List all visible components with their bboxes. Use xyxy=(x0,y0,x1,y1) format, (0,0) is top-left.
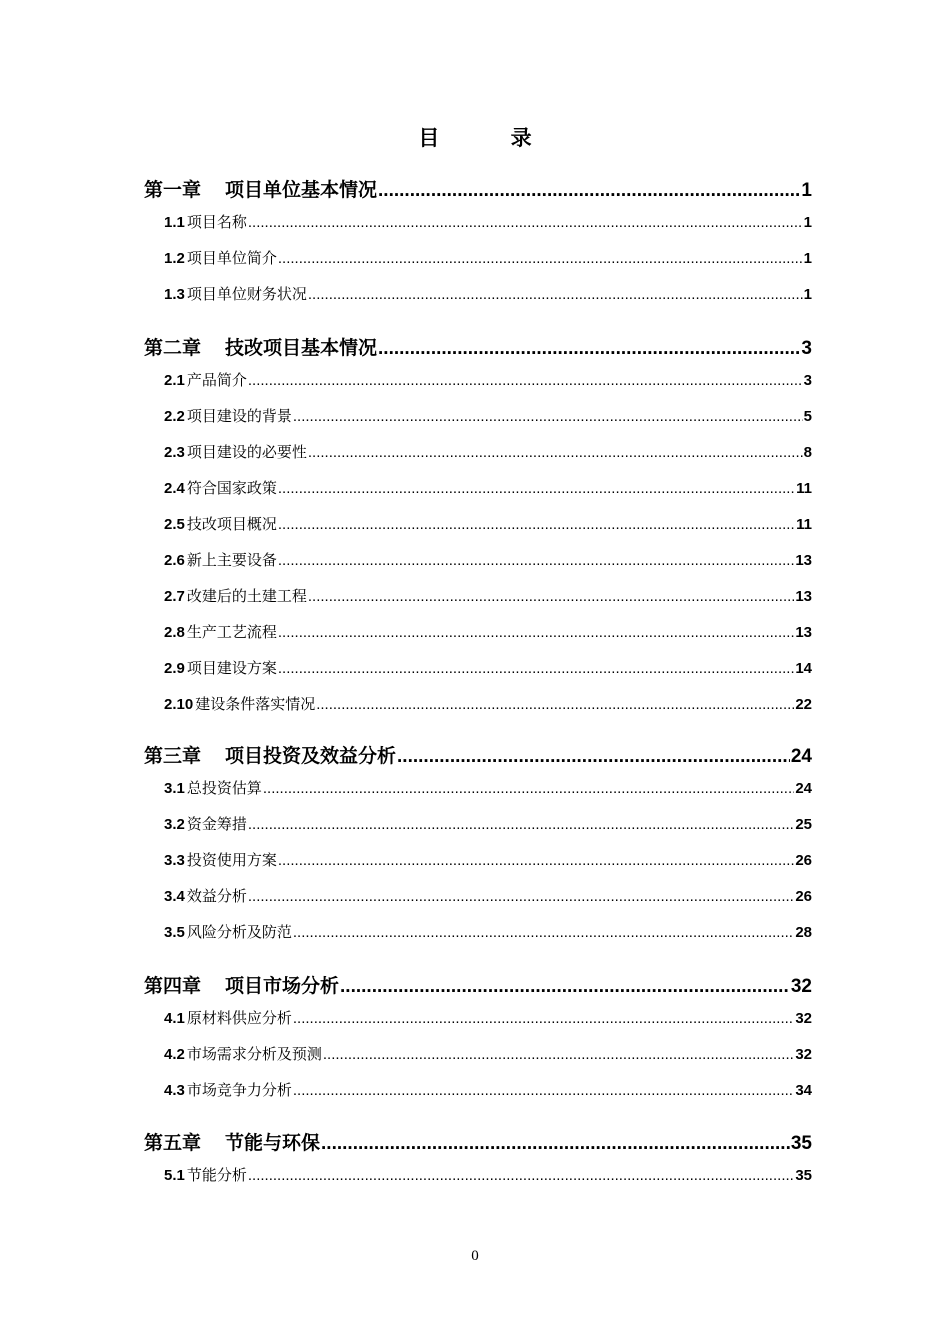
toc-entry-title: 新上主要设备 xyxy=(186,551,277,569)
toc-entry-number: 第二章 xyxy=(144,338,202,359)
toc-entry-number: 1.2 xyxy=(164,250,185,267)
toc-leader-dots xyxy=(340,976,790,998)
toc-entry-page: 11 xyxy=(796,516,812,533)
toc-entry-number: 第三章 xyxy=(144,746,202,767)
toc-title: 目 录 xyxy=(418,126,564,150)
toc-entry-number: 2.2 xyxy=(164,408,185,425)
toc-entry-page: 28 xyxy=(795,924,812,941)
toc-leader-dots xyxy=(293,1082,794,1099)
toc-entry-page: 13 xyxy=(795,552,812,569)
toc-section-entry[interactable] xyxy=(144,1007,812,1031)
toc-entry-title: 符合国家政策 xyxy=(186,479,277,497)
toc-entry-number: 4.3 xyxy=(164,1082,185,1099)
toc-entry-title: 市场需求分析及预测 xyxy=(186,1045,322,1063)
toc-section-entry[interactable] xyxy=(144,283,812,307)
toc-entry-number: 2.10 xyxy=(164,696,194,713)
toc-section-entry[interactable] xyxy=(144,1043,812,1067)
toc-entry-page: 14 xyxy=(795,660,812,677)
toc-entry-page: 5 xyxy=(803,408,812,425)
toc-entry-page: 8 xyxy=(803,444,812,461)
toc-entry-title: 节能与环保 xyxy=(225,1132,321,1154)
toc-section-entry[interactable] xyxy=(144,693,812,717)
toc-entry-title: 项目市场分析 xyxy=(225,975,340,997)
toc-entry-title: 投资使用方案 xyxy=(186,851,277,869)
toc-entry-page: 13 xyxy=(795,588,812,605)
toc-entry-page: 1 xyxy=(801,180,812,201)
toc-entry-title: 风险分析及防范 xyxy=(186,923,292,941)
toc-entry-title: 建设条件落实情况 xyxy=(195,695,316,713)
toc-entry-number: 3.4 xyxy=(164,888,185,905)
toc-section-entry[interactable] xyxy=(144,549,812,573)
toc-entry-title: 项目单位简介 xyxy=(186,249,277,267)
toc-leader-dots xyxy=(278,250,803,267)
toc-leader-dots xyxy=(308,444,803,461)
toc-entry-title: 产品简介 xyxy=(186,371,247,389)
toc-entry-number: 4.2 xyxy=(164,1046,185,1063)
toc-chapter-entry[interactable] xyxy=(144,1128,812,1158)
toc-entry-title: 项目投资及效益分析 xyxy=(225,745,397,767)
toc-entry-number: 1.3 xyxy=(164,286,185,303)
toc-entry-number: 2.8 xyxy=(164,624,185,641)
toc-entry-page: 32 xyxy=(790,976,812,997)
toc-section-entry[interactable] xyxy=(144,621,812,645)
toc-section-entry[interactable] xyxy=(144,441,812,465)
toc-entry-page: 35 xyxy=(790,1133,812,1154)
toc-leader-dots xyxy=(397,746,790,768)
toc-entry-number: 1.1 xyxy=(164,214,185,231)
toc-entry-number: 2.1 xyxy=(164,372,185,389)
toc-section-entry[interactable] xyxy=(144,921,812,945)
toc-entry-title: 项目名称 xyxy=(186,213,247,231)
toc-entry-title: 效益分析 xyxy=(186,887,247,905)
toc-leader-dots xyxy=(248,816,794,833)
toc-entry-page: 1 xyxy=(803,286,812,303)
toc-entry-title: 项目建设方案 xyxy=(186,659,277,677)
toc-entry-number: 第一章 xyxy=(144,180,202,201)
toc-leader-dots xyxy=(248,1167,794,1184)
toc-entry-page: 34 xyxy=(795,1082,812,1099)
toc-entry-number: 2.3 xyxy=(164,444,185,461)
toc-leader-dots xyxy=(248,372,803,389)
toc-leader-dots xyxy=(378,338,800,360)
toc-entry-title: 技改项目基本情况 xyxy=(225,337,378,359)
toc-leader-dots xyxy=(321,1133,790,1155)
toc-entry-page: 26 xyxy=(795,852,812,869)
toc-leader-dots xyxy=(263,780,794,797)
toc-section-entry[interactable] xyxy=(144,513,812,537)
toc-section-entry[interactable] xyxy=(144,211,812,235)
toc-entry-page: 3 xyxy=(803,372,812,389)
toc-leader-dots xyxy=(278,852,794,869)
toc-leader-dots xyxy=(278,552,794,569)
toc-entry-title: 生产工艺流程 xyxy=(186,623,277,641)
toc-entry-number: 5.1 xyxy=(164,1167,185,1184)
toc-entry-page: 11 xyxy=(796,480,812,497)
toc-entry-title: 改建后的土建工程 xyxy=(186,587,307,605)
toc-entry-page: 24 xyxy=(795,780,812,797)
toc-entry-title: 项目单位财务状况 xyxy=(186,285,307,303)
toc-chapter-entry[interactable] xyxy=(144,175,812,205)
toc-entry-title: 市场竞争力分析 xyxy=(186,1081,292,1099)
toc-entry-title: 原材料供应分析 xyxy=(186,1009,292,1027)
toc-entry-title: 节能分析 xyxy=(186,1166,247,1184)
toc-leader-dots xyxy=(308,588,794,605)
toc-leader-dots xyxy=(248,888,794,905)
toc-section-entry[interactable] xyxy=(144,585,812,609)
toc-leader-dots xyxy=(316,696,794,713)
toc-chapter-entry[interactable] xyxy=(144,741,812,771)
toc-entry-page: 26 xyxy=(795,888,812,905)
toc-section-entry[interactable] xyxy=(144,369,812,393)
toc-entry-number: 4.1 xyxy=(164,1010,185,1027)
toc-entry-number: 第五章 xyxy=(144,1133,202,1154)
toc-section-entry[interactable] xyxy=(144,885,812,909)
toc-entry-number: 2.6 xyxy=(164,552,185,569)
toc-section-entry[interactable] xyxy=(144,247,812,271)
toc-entry-number: 3.5 xyxy=(164,924,185,941)
toc-entry-page: 3 xyxy=(801,338,812,359)
toc-entry-number: 3.3 xyxy=(164,852,185,869)
toc-entry-page: 35 xyxy=(795,1167,812,1184)
toc-section-entry[interactable] xyxy=(144,657,812,681)
toc-leader-dots xyxy=(278,480,795,497)
toc-leader-dots xyxy=(308,286,803,303)
toc-entry-page: 32 xyxy=(795,1010,812,1027)
toc-chapter-entry[interactable] xyxy=(144,333,812,363)
toc-entry-title: 项目单位基本情况 xyxy=(225,179,378,201)
toc-section-entry[interactable] xyxy=(144,1164,812,1188)
toc-entry-number: 2.7 xyxy=(164,588,185,605)
toc-leader-dots xyxy=(378,180,800,202)
toc-entry-page: 1 xyxy=(803,214,812,231)
toc-section-entry[interactable] xyxy=(144,1079,812,1103)
toc-entry-number: 2.4 xyxy=(164,480,185,497)
toc-entry-title: 技改项目概况 xyxy=(186,515,277,533)
toc-section-entry[interactable] xyxy=(144,849,812,873)
page-number: 0 xyxy=(471,1248,479,1264)
toc-leader-dots xyxy=(278,624,794,641)
toc-section-entry[interactable] xyxy=(144,477,812,501)
toc-entry-number: 3.1 xyxy=(164,780,185,797)
toc-entry-page: 22 xyxy=(795,696,812,713)
toc-entry-page: 25 xyxy=(795,816,812,833)
toc-entry-number: 2.9 xyxy=(164,660,185,677)
toc-entry-title: 项目建设的必要性 xyxy=(186,443,307,461)
toc-section-entry[interactable] xyxy=(144,777,812,801)
toc-leader-dots xyxy=(293,1010,794,1027)
toc-entry-page: 13 xyxy=(795,624,812,641)
toc-leader-dots xyxy=(278,660,794,677)
toc-section-entry[interactable] xyxy=(144,405,812,429)
toc-entry-number: 2.5 xyxy=(164,516,185,533)
toc-leader-dots xyxy=(248,214,803,231)
toc-leader-dots xyxy=(293,924,794,941)
toc-entry-number: 3.2 xyxy=(164,816,185,833)
toc-entry-title: 项目建设的背景 xyxy=(186,407,292,425)
toc-entry-number: 第四章 xyxy=(144,976,202,997)
toc-entry-page: 24 xyxy=(790,746,812,767)
toc-leader-dots xyxy=(293,408,803,425)
toc-entry-title: 总投资估算 xyxy=(186,779,262,797)
toc-chapter-entry[interactable] xyxy=(144,971,812,1001)
toc-entry-page: 32 xyxy=(795,1046,812,1063)
toc-leader-dots xyxy=(323,1046,794,1063)
toc-entry-page: 1 xyxy=(803,250,812,267)
toc-section-entry[interactable] xyxy=(144,813,812,837)
toc-entry-title: 资金筹措 xyxy=(186,815,247,833)
toc-leader-dots xyxy=(278,516,795,533)
